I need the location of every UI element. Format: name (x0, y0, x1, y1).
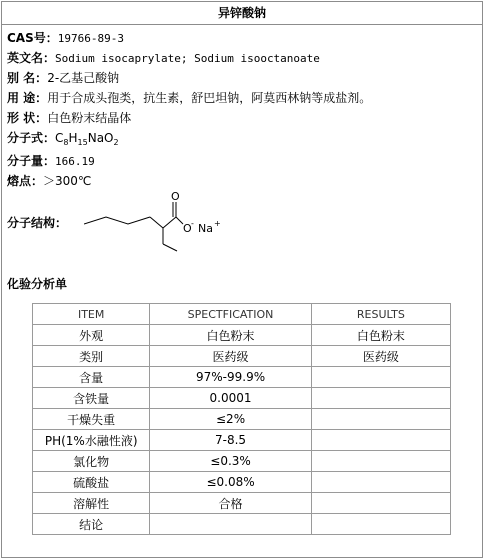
row-result (311, 514, 450, 535)
row-item: 含铁量 (33, 388, 150, 409)
row-result: 医药级 (311, 346, 450, 367)
row-item: 干燥失重 (33, 409, 150, 430)
melting-point-label: 熔点： (7, 174, 44, 188)
page-title: 异锌酸钠 (2, 2, 482, 25)
row-specification: 97%-99.9% (150, 367, 311, 388)
carbonyl-oxygen: O (171, 190, 180, 203)
formula-row (7, 129, 119, 146)
structure-label: 分子结构： (7, 216, 68, 230)
row-specification: 0.0001 (150, 388, 311, 409)
table-row (33, 346, 451, 367)
english-name-label: 英文名： (7, 51, 56, 65)
product-sheet (1, 1, 483, 558)
structure-label-row (7, 214, 67, 231)
molecular-structure (84, 190, 234, 260)
row-result: 白色粉末 (311, 325, 450, 346)
row-specification: 医药级 (150, 346, 311, 367)
table-row (33, 409, 451, 430)
ethyl-bond-2 (163, 244, 177, 251)
alias-value: 2-乙基己酸钠 (47, 71, 120, 85)
cas-row (7, 29, 124, 46)
row-item: 结论 (33, 514, 150, 535)
formula-label: 分子式： (7, 131, 56, 145)
row-specification (150, 514, 311, 535)
analysis-report-title: 化验分析单 (7, 277, 68, 291)
carboxylate-bond (176, 217, 183, 224)
row-specification: ≤0.08% (150, 472, 311, 493)
alias-label: 别 名： (7, 71, 48, 85)
usage-row (7, 89, 371, 106)
weight-row (7, 152, 95, 169)
row-item: 外观 (33, 325, 150, 346)
table-row (33, 430, 451, 451)
table-row (33, 493, 451, 514)
usage-value: 用于合成头孢类，抗生素，舒巴坦钠，阿莫西林钠等成盐剂。 (47, 91, 372, 105)
row-item: 类别 (33, 346, 150, 367)
minus-charge: - (191, 219, 194, 228)
row-item: PH(1%水融性液) (33, 430, 150, 451)
row-specification: 合格 (150, 493, 311, 514)
analysis-table (32, 303, 451, 535)
sodium-cation: Na (198, 222, 213, 235)
english-name-value: Sodium isocaprylate; Sodium isooctanoate (55, 52, 320, 65)
cas-label: CAS号： (7, 31, 58, 45)
row-result (311, 430, 450, 451)
weight-value: 166.19 (55, 155, 95, 168)
plus-charge: + (214, 219, 221, 228)
row-specification: 7-8.5 (150, 430, 311, 451)
row-result (311, 493, 450, 514)
table-row (33, 388, 451, 409)
row-result (311, 451, 450, 472)
alias-row (7, 69, 119, 86)
structure-bonds (84, 202, 183, 251)
form-row (7, 109, 131, 126)
weight-label: 分子量： (7, 154, 56, 168)
alpha-to-carboxyl-bond (163, 217, 176, 228)
row-specification: 白色粉末 (150, 325, 311, 346)
table-row (33, 451, 451, 472)
formula-value: $C_8H_{15}NaO_2$ (55, 131, 119, 147)
butyl-chain-bonds (84, 217, 150, 224)
cas-value: 19766-89-3 (57, 32, 124, 45)
carboxylate-oxygen: O (183, 222, 192, 235)
header-item: ITEM (33, 304, 150, 325)
row-result (311, 409, 450, 430)
table-row (33, 367, 451, 388)
header-specification: SPECTFICATION (150, 304, 311, 325)
table-row (33, 514, 451, 535)
row-result (311, 388, 450, 409)
form-label: 形 状： (7, 111, 48, 125)
usage-label: 用 途： (7, 91, 48, 105)
melting-point-row (7, 172, 91, 189)
row-result (311, 367, 450, 388)
row-specification: ≤2% (150, 409, 311, 430)
table-row (33, 325, 451, 346)
row-item: 含量 (33, 367, 150, 388)
form-value: 白色粉末结晶体 (47, 111, 132, 125)
table-header-row (33, 304, 451, 325)
header-results: RESULTS (311, 304, 450, 325)
table-row (33, 472, 451, 493)
melting-point-value: ＞300℃ (43, 174, 92, 188)
row-result (311, 472, 450, 493)
english-name-row (7, 49, 320, 66)
row-item: 硫酸盐 (33, 472, 150, 493)
row-item: 氯化物 (33, 451, 150, 472)
row-item: 溶解性 (33, 493, 150, 514)
row-specification: ≤0.3% (150, 451, 311, 472)
chain-to-alpha-bond (150, 217, 163, 228)
